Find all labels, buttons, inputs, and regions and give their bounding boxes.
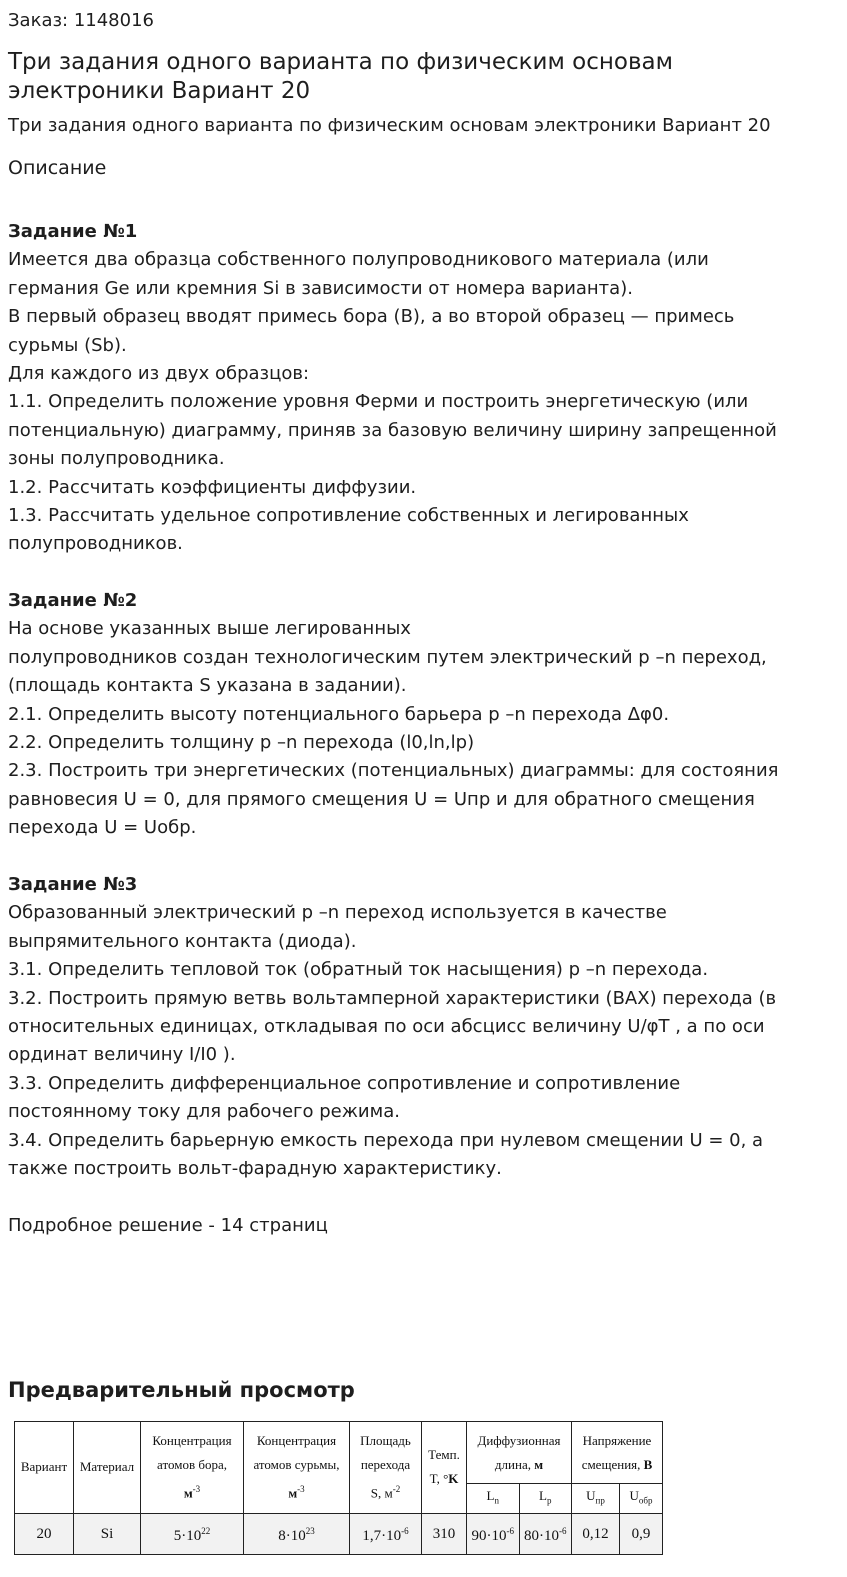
body-line: Имеется два образца собственного полупроводникового материала (или: [8, 249, 709, 271]
body-line: зоны полупроводника.: [8, 448, 225, 470]
body-line: 2.1. Определить высоту потенциального барьера p –n перехода Δφ0.: [8, 703, 670, 725]
th-ln: $L_n$: [467, 1484, 520, 1514]
table-row: [15, 1513, 663, 1554]
body-line: перехода U = Uобр.: [8, 817, 197, 839]
body-line: ординат величину I/I0 ).: [8, 1044, 236, 1066]
th-lp: $L_p$: [519, 1484, 572, 1514]
body-line: 1.2. Рассчитать коэффициенты диффузии.: [8, 476, 417, 498]
th-uobr: $U_{обр}$: [620, 1484, 663, 1514]
task-heading: Задание №1: [8, 221, 138, 242]
cell-ln: $90\cdot 10^{-6}$: [467, 1513, 520, 1554]
body-line: потенциальную) диаграмму, приняв за базовую величину ширину запрещенной: [8, 419, 777, 441]
cell-antimony: $8\cdot 10^{23}$: [244, 1513, 350, 1554]
body-line: 1.3. Рассчитать удельное сопротивление собственных и легированных: [8, 504, 689, 526]
cell-temperature: 310: [422, 1513, 467, 1554]
order-number: Заказ: 1148016: [8, 10, 154, 31]
body-line: равновесия U = 0, для прямого смещения U = Uпр и для обратного смещения: [8, 788, 755, 810]
body-line: Для каждого из двух образцов:: [8, 362, 310, 384]
body-line: 3.3. Определить дифференциальное сопротивление и сопротивление: [8, 1072, 681, 1094]
preview-table: [14, 1421, 663, 1555]
description-heading: Описание: [8, 157, 107, 179]
th-antimony: Концентрация атомов сурьмы, $м^{-3}$: [244, 1422, 350, 1514]
body-line: сурьмы (Sb).: [8, 334, 127, 356]
description-body: [8, 218, 838, 1240]
body-line: полупроводников.: [8, 533, 183, 555]
body-line: 3.4. Определить барьерную емкость перехода при нулевом смещении U = 0, а: [8, 1129, 764, 1151]
body-line: 3.2. Построить прямую ветвь вольтамперной характеристики (ВАХ) перехода (в: [8, 987, 777, 1009]
body-line: Подробное решение - 14 страниц: [8, 1214, 328, 1236]
cell-upr: 0,12: [572, 1513, 620, 1554]
th-temperature: Темп. T, °K: [422, 1422, 467, 1514]
body-line: германия Ge или кремния Si в зависимости от номера варианта).: [8, 277, 633, 299]
task-heading: Задание №2: [8, 590, 138, 612]
page-title: [8, 48, 828, 106]
body-line: также построить вольт-фарадную характеристику.: [8, 1157, 502, 1179]
body-line: В первый образец вводят примесь бора (B), а во второй образец — примесь: [8, 306, 735, 328]
body-line: 3.1. Определить тепловой ток (обратный ток насыщения) p –n перехода.: [8, 959, 709, 981]
task-heading: Задание №3: [8, 873, 138, 895]
cell-variant: 20: [15, 1513, 74, 1554]
preview-heading: Предварительный просмотр: [8, 1378, 355, 1402]
body-line: [8, 559, 838, 587]
th-boron: Концентрация атомов бора, $м^{-3}$: [141, 1422, 244, 1514]
body-line: Образованный электрический p –n переход используется в качестве: [8, 902, 667, 924]
body-line: [8, 843, 838, 871]
body-line: [8, 1183, 838, 1211]
page-title-line: электроники Вариант 20: [8, 78, 311, 104]
cell-boron: $5\cdot 10^{22}$: [141, 1513, 244, 1554]
th-material: Материал: [74, 1422, 141, 1514]
body-line: 1.1. Определить положение уровня Ферми и построить энергетическую (или: [8, 391, 749, 413]
body-line: 2.2. Определить толщину p –n перехода (l0,ln,lp): [8, 732, 475, 754]
body-line: постоянному току для рабочего режима.: [8, 1101, 400, 1123]
body-line: полупроводников создан технологическим путем электрический p –n переход,: [8, 646, 767, 668]
body-line: (площадь контакта S указана в задании).: [8, 675, 407, 697]
cell-material: Si: [74, 1513, 141, 1554]
page-title-line: Три задания одного варианта по физическим основам: [8, 49, 673, 75]
body-line: выпрямительного контакта (диода).: [8, 930, 357, 952]
body-line: На основе указанных выше легированных: [8, 618, 411, 640]
cell-lp: $80\cdot 10^{-6}$: [519, 1513, 572, 1554]
body-line: 2.3. Построить три энергетических (потенциальных) диаграммы: для состояния: [8, 760, 779, 782]
cell-area: $1,7\cdot 10^{-6}$: [350, 1513, 422, 1554]
th-area: Площадь перехода S, $м^{-2}$: [350, 1422, 422, 1514]
th-variant: Вариант: [15, 1422, 74, 1514]
cell-uobr: 0,9: [620, 1513, 663, 1554]
body-line: относительных единицах, откладывая по оси абсцисс величину U/φT , а по оси: [8, 1015, 765, 1037]
th-upr: $U_{пр}$: [572, 1484, 620, 1514]
page-subtitle: Три задания одного варианта по физическим основам электроники Вариант 20: [8, 115, 771, 136]
th-diffusion-length: Диффузионная длина, м: [467, 1422, 572, 1484]
th-bias-voltage: Напряжение смещения, В: [572, 1422, 663, 1484]
